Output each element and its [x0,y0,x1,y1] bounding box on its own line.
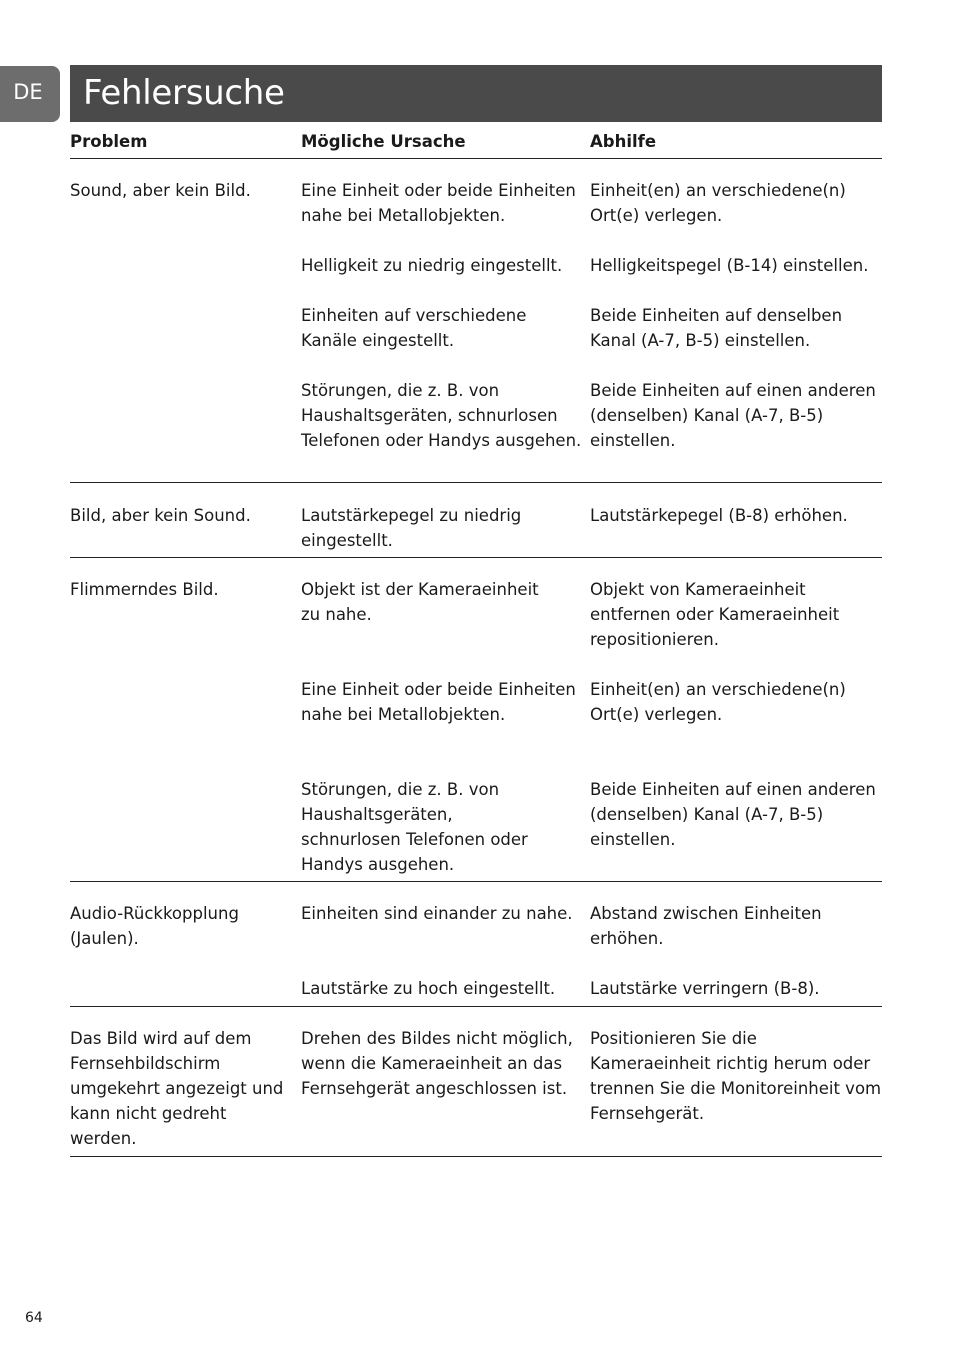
remedy-text: Positionieren Sie die Kameraeinheit richtig herum oder trennen Sie die Monitoreinheit vom Fernsehgerät. [590,1029,882,1123]
cause-text: Einheiten sind einander zu nahe. [301,904,573,923]
remedy-text: Objekt von Kameraeinheit entfernen oder Kameraeinheit repositionieren. [590,580,840,649]
remedy-text: Einheit(en) an verschiedene(n) Ort(e) verlegen. [590,680,846,724]
table-group-1 [70,158,882,483]
page-number: 64 [25,1310,43,1326]
cause-text: Lautstärke zu hoch eingestellt. [301,979,556,998]
remedy-text: Lautstärke verringern (B-8). [590,979,820,998]
problem-text: Audio-Rückkopplung (Jaulen). [70,904,239,948]
cause-text: Störungen, die z. B. von Haushaltsgeräten, schnurlosen Telefonen oder Handys ausgehen. [301,381,582,450]
table-header [70,128,882,159]
remedy-text: Einheit(en) an verschiedene(n) Ort(e) verlegen. [590,181,846,225]
remedy-text: Beide Einheiten auf denselben Kanal (A-7, B-5) einstellen. [590,306,843,350]
problem-text: Flimmerndes Bild. [70,580,219,599]
cause-text: Objekt ist der Kameraeinheit zu nahe. [301,580,539,624]
header-remedy: Abhilfe [590,132,657,151]
table-group-4 [70,882,882,1007]
table-group-5 [70,1007,882,1157]
cause-text: Eine Einheit oder beide Einheiten nahe bei Metallobjekten. [301,181,576,225]
cause-text: Einheiten auf verschiedene Kanäle eingestellt. [301,306,527,350]
remedy-text: Beide Einheiten auf einen anderen (denselben) Kanal (A-7, B-5) einstellen. [590,780,876,849]
remedy-text: Lautstärkepegel (B-8) erhöhen. [590,506,848,525]
problem-text: Bild, aber kein Sound. [70,506,251,525]
cause-text: Helligkeit zu niedrig eingestellt. [301,256,563,275]
page-title: Fehlersuche [83,73,285,113]
header-problem: Problem [70,132,148,151]
header-cause: Mögliche Ursache [301,132,466,151]
remedy-text: Abstand zwischen Einheiten erhöhen. [590,904,822,948]
table-group-3 [70,558,882,882]
cause-text: Eine Einheit oder beide Einheiten nahe bei Metallobjekten. [301,680,576,724]
language-tab: DE [0,66,60,122]
remedy-text: Beide Einheiten auf einen anderen (denselben) Kanal (A-7, B-5) einstellen. [590,381,876,450]
cause-text: Lautstärkepegel zu niedrig eingestellt. [301,506,522,550]
cause-text: Störungen, die z. B. von Haushaltsgeräten, schnurlosen Telefonen oder Handys ausgehen. [301,780,528,874]
title-bar [70,65,882,122]
remedy-text: Helligkeitspegel (B-14) einstellen. [590,256,869,275]
troubleshooting-table [70,128,882,1148]
table-group-2 [70,483,882,558]
problem-text: Das Bild wird auf dem Fernsehbildschirm umgekehrt angezeigt und kann nicht gedreht werden. [70,1029,284,1148]
cause-text: Drehen des Bildes nicht möglich, wenn die Kameraeinheit an das Fernsehgerät angeschlossen ist. [301,1029,573,1098]
problem-text: Sound, aber kein Bild. [70,181,251,200]
